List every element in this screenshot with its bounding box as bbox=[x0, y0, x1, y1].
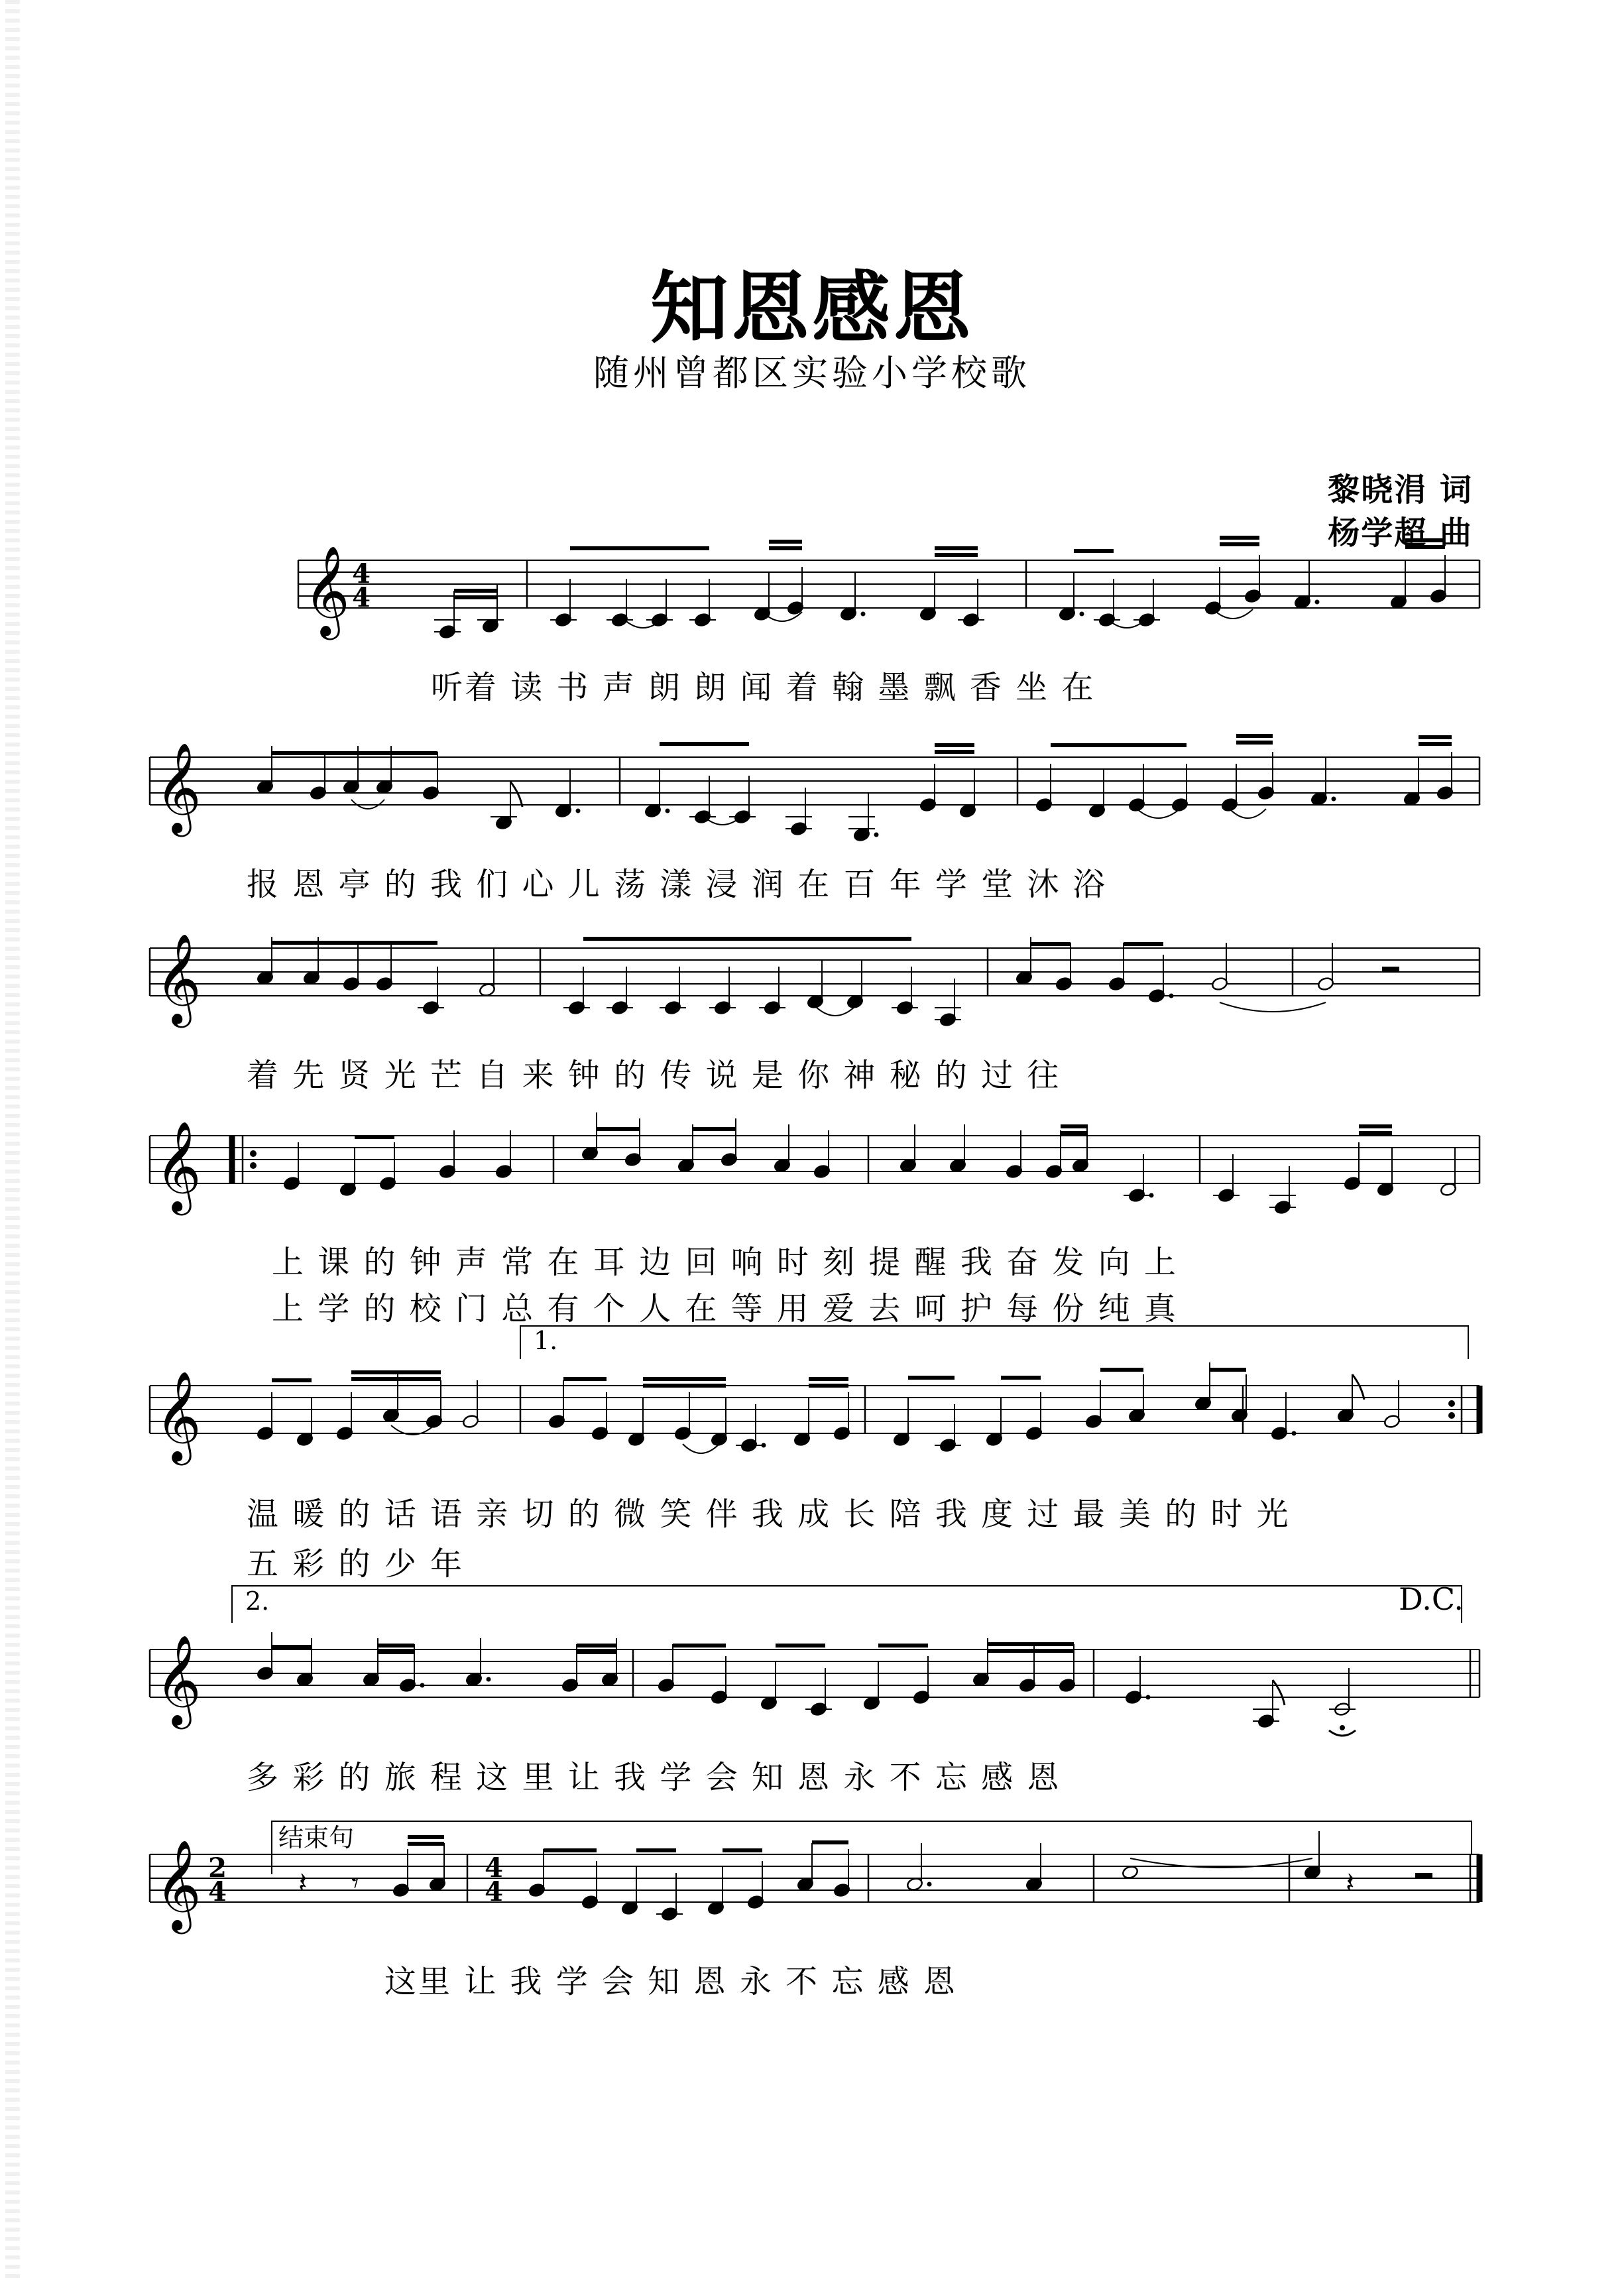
note bbox=[376, 943, 393, 991]
dot bbox=[487, 1677, 491, 1682]
note bbox=[1035, 764, 1053, 812]
dot bbox=[1146, 1695, 1151, 1700]
time-signature-ending-top: 2 bbox=[208, 1852, 227, 1884]
lyric-line-7: 这里 让 我 学 会 知 恩 永 不 忘 感 恩 bbox=[384, 1963, 957, 2000]
note bbox=[754, 573, 771, 621]
note bbox=[1440, 1148, 1457, 1197]
note bbox=[759, 967, 785, 1015]
note bbox=[893, 1398, 910, 1447]
song-title: 知恩感恩 bbox=[650, 263, 974, 354]
time-signature-opening-top: 4 bbox=[352, 558, 371, 589]
note bbox=[550, 579, 577, 627]
note bbox=[1213, 1154, 1240, 1203]
note bbox=[418, 967, 444, 1015]
lyricist-credit: 黎晓涓 词 bbox=[1328, 471, 1473, 509]
note bbox=[555, 770, 581, 818]
note bbox=[913, 1656, 930, 1705]
lyric-line-3: 着 先 贤 光 芒 自 来 钟 的 传 说 是 你 神 秘 的 过 往 bbox=[247, 1057, 1061, 1094]
note bbox=[644, 770, 670, 818]
note bbox=[1430, 555, 1447, 603]
note-flag bbox=[510, 782, 522, 807]
quarter-rest-icon: 𝄽 bbox=[1346, 1866, 1355, 1900]
repeat-dot bbox=[250, 1150, 257, 1157]
note bbox=[548, 1380, 565, 1429]
slur bbox=[815, 1006, 855, 1016]
note bbox=[336, 1392, 353, 1441]
note bbox=[1045, 1130, 1063, 1179]
staff-system-4 bbox=[150, 1120, 1479, 1215]
note bbox=[296, 1398, 314, 1447]
lyric-line-5-verse-1: 温 暖 的 话 语 亲 切 的 微 笑 伴 我 成 长 陪 我 度 过 最 美 的 时 光 bbox=[247, 1496, 1291, 1533]
note bbox=[899, 1124, 917, 1173]
note bbox=[1304, 1831, 1321, 1880]
volta-bracket-second bbox=[232, 1586, 1462, 1623]
slur bbox=[1220, 1002, 1326, 1012]
treble-clef-icon: 𝄞 bbox=[155, 1838, 202, 1930]
note bbox=[863, 1662, 880, 1710]
notehead bbox=[1122, 1865, 1139, 1880]
note bbox=[1269, 1166, 1296, 1215]
note bbox=[919, 573, 937, 621]
note bbox=[382, 1374, 400, 1423]
note bbox=[607, 579, 633, 627]
note bbox=[1171, 764, 1189, 812]
note bbox=[848, 794, 879, 842]
note bbox=[677, 1124, 695, 1173]
note bbox=[1148, 955, 1174, 1003]
lyric-line-5-verse-2: 五 彩 的 少 年 bbox=[247, 1545, 465, 1583]
coda-label: 结束句 bbox=[278, 1823, 355, 1852]
note bbox=[959, 770, 976, 818]
note bbox=[793, 1398, 811, 1447]
note bbox=[1337, 1374, 1364, 1423]
note bbox=[958, 579, 984, 627]
note bbox=[906, 1843, 932, 1891]
note bbox=[736, 1404, 766, 1453]
note bbox=[1344, 1142, 1361, 1191]
lyric-line-6: 多 彩 的 旅 程 这 里 让 我 学 会 知 恩 永 不 忘 感 恩 bbox=[247, 1759, 1061, 1796]
lyric-line-2: 报 恩 亭 的 我 们 心 儿 荡 漾 浸 润 在 百 年 学 堂 沐 浴 bbox=[247, 866, 1107, 903]
note bbox=[392, 1849, 410, 1897]
note bbox=[1059, 573, 1084, 621]
volta-label-first: 1. bbox=[534, 1326, 558, 1355]
dot bbox=[666, 809, 670, 813]
note bbox=[833, 1392, 850, 1441]
note bbox=[339, 1148, 357, 1197]
note bbox=[1085, 1380, 1102, 1429]
note bbox=[1124, 1154, 1154, 1203]
dot bbox=[1169, 994, 1174, 998]
note bbox=[919, 764, 937, 812]
staff-system-7 bbox=[150, 1838, 1479, 1934]
slur bbox=[1230, 809, 1266, 818]
note-flag bbox=[1273, 1680, 1285, 1705]
note bbox=[1257, 752, 1275, 800]
note bbox=[658, 1644, 675, 1693]
dot bbox=[420, 1683, 425, 1688]
note bbox=[1390, 561, 1407, 609]
note bbox=[491, 782, 522, 830]
time-signature-ending-bottom: 4 bbox=[208, 1876, 227, 1907]
note bbox=[257, 746, 274, 794]
note bbox=[729, 776, 756, 824]
note-flag bbox=[1352, 1374, 1364, 1400]
repeat-dot bbox=[1448, 1400, 1455, 1407]
note bbox=[257, 937, 274, 985]
note bbox=[774, 1124, 791, 1173]
note bbox=[949, 1124, 966, 1173]
note bbox=[1329, 1668, 1356, 1716]
note bbox=[1128, 764, 1145, 812]
note bbox=[709, 967, 736, 1015]
note bbox=[1377, 1148, 1394, 1197]
song-subtitle: 随州曾都区实验小学校歌 bbox=[593, 352, 1031, 394]
note bbox=[1436, 752, 1454, 800]
repeat-dot bbox=[250, 1162, 257, 1169]
note bbox=[707, 1867, 725, 1915]
note bbox=[591, 1392, 609, 1441]
dot bbox=[874, 833, 879, 837]
treble-clef-icon: 𝄞 bbox=[155, 932, 202, 1024]
note bbox=[624, 1118, 642, 1167]
note bbox=[986, 1398, 1003, 1447]
note bbox=[787, 567, 804, 615]
lyric-line-1: 听着 读 书 声 朗 朗 闻 着 翰 墨 飘 香 坐 在 bbox=[431, 669, 1096, 706]
note bbox=[840, 573, 866, 621]
note bbox=[892, 967, 918, 1015]
note bbox=[310, 752, 327, 800]
lyric-line-4-verse-2: 上 学 的 校 门 总 有 个 人 在 等 用 爱 去 呵 护 每 份 纯 真 bbox=[272, 1290, 1178, 1327]
dot bbox=[576, 809, 581, 813]
note bbox=[1006, 1130, 1023, 1179]
note bbox=[363, 1638, 380, 1687]
note bbox=[813, 1130, 831, 1179]
half-rest-icon bbox=[1382, 967, 1399, 973]
note bbox=[1128, 1374, 1145, 1423]
note bbox=[1244, 555, 1261, 603]
note bbox=[646, 579, 673, 627]
note bbox=[343, 943, 360, 991]
note bbox=[581, 1112, 599, 1161]
note bbox=[1317, 943, 1334, 991]
note bbox=[1204, 567, 1222, 615]
note bbox=[628, 1398, 645, 1447]
note bbox=[1211, 943, 1228, 991]
note bbox=[495, 1130, 512, 1179]
note bbox=[379, 1142, 396, 1191]
eighth-rest-icon: 𝄾 bbox=[351, 1866, 359, 1900]
note bbox=[1271, 1392, 1297, 1441]
note bbox=[721, 1118, 738, 1167]
composer-credit: 杨学超 曲 bbox=[1328, 514, 1473, 552]
note bbox=[1383, 1380, 1401, 1429]
note bbox=[689, 776, 716, 824]
note bbox=[1094, 579, 1120, 627]
note bbox=[1025, 1843, 1043, 1891]
note bbox=[1310, 758, 1336, 806]
note bbox=[935, 1404, 961, 1453]
note bbox=[1015, 937, 1033, 985]
note bbox=[1088, 770, 1106, 818]
note bbox=[257, 1632, 274, 1681]
note bbox=[689, 579, 716, 627]
note bbox=[621, 1867, 638, 1915]
note bbox=[439, 1130, 456, 1179]
slur bbox=[683, 1444, 719, 1453]
note bbox=[1253, 1680, 1285, 1728]
note bbox=[1231, 1374, 1248, 1423]
note bbox=[607, 967, 633, 1015]
note bbox=[1122, 1865, 1139, 1880]
note bbox=[797, 1843, 814, 1891]
note bbox=[972, 1638, 990, 1687]
fermata-dot bbox=[1340, 1725, 1345, 1730]
treble-clef-icon: 𝄞 bbox=[155, 1120, 202, 1211]
repeat-dot bbox=[1448, 1412, 1455, 1419]
fermata-icon bbox=[1329, 1730, 1356, 1736]
note bbox=[426, 1380, 443, 1429]
note bbox=[283, 1142, 300, 1191]
note bbox=[846, 961, 864, 1009]
note bbox=[528, 1849, 546, 1897]
note bbox=[479, 949, 496, 997]
note bbox=[805, 1668, 832, 1716]
treble-clef-icon: 𝄞 bbox=[304, 544, 350, 636]
note bbox=[1108, 943, 1126, 991]
quarter-rest-icon: 𝄽 bbox=[298, 1866, 308, 1900]
time-signature-return-top: 4 bbox=[485, 1852, 503, 1884]
note bbox=[462, 1380, 479, 1429]
note bbox=[674, 1392, 691, 1441]
dot bbox=[1332, 797, 1336, 802]
note bbox=[1221, 764, 1238, 812]
dot bbox=[1080, 612, 1084, 617]
note bbox=[1133, 579, 1160, 627]
time-signature-opening-bottom: 4 bbox=[352, 582, 371, 613]
treble-clef-icon: 𝄞 bbox=[155, 1634, 202, 1725]
note bbox=[1294, 561, 1320, 609]
lyric-line-4-verse-1: 上 课 的 钟 声 常 在 耳 边 回 响 时 刻 提 醒 我 奋 发 向 上 bbox=[272, 1244, 1178, 1281]
volta-label-second: 2. bbox=[245, 1587, 270, 1616]
da-capo-label: D.C. bbox=[1399, 1581, 1464, 1617]
treble-clef-icon: 𝄞 bbox=[155, 1370, 202, 1461]
slur bbox=[1137, 809, 1180, 818]
note bbox=[257, 1392, 274, 1441]
dot bbox=[927, 1882, 932, 1887]
note bbox=[656, 1873, 683, 1921]
note bbox=[561, 1644, 579, 1693]
note bbox=[1055, 943, 1073, 991]
note bbox=[429, 1843, 446, 1891]
note bbox=[747, 1861, 764, 1909]
note bbox=[563, 967, 590, 1015]
note bbox=[785, 788, 812, 836]
note bbox=[660, 967, 686, 1015]
note bbox=[422, 752, 439, 800]
note bbox=[465, 1638, 491, 1687]
half-rest-icon bbox=[1415, 1873, 1432, 1879]
note bbox=[1025, 1392, 1043, 1441]
note bbox=[1125, 1656, 1151, 1705]
note bbox=[581, 1861, 599, 1909]
dot bbox=[1292, 1431, 1297, 1436]
treble-clef-icon: 𝄞 bbox=[155, 741, 202, 833]
volta-bracket-first bbox=[520, 1326, 1468, 1359]
dot bbox=[1315, 600, 1320, 605]
note bbox=[760, 1662, 778, 1710]
note bbox=[1403, 758, 1421, 806]
note bbox=[935, 979, 961, 1027]
dot bbox=[861, 612, 866, 617]
note bbox=[711, 1656, 728, 1705]
note bbox=[1194, 1362, 1212, 1411]
time-signature-return-bottom: 4 bbox=[485, 1876, 503, 1907]
note bbox=[833, 1849, 850, 1897]
note bbox=[807, 961, 824, 1009]
note bbox=[711, 1398, 728, 1447]
